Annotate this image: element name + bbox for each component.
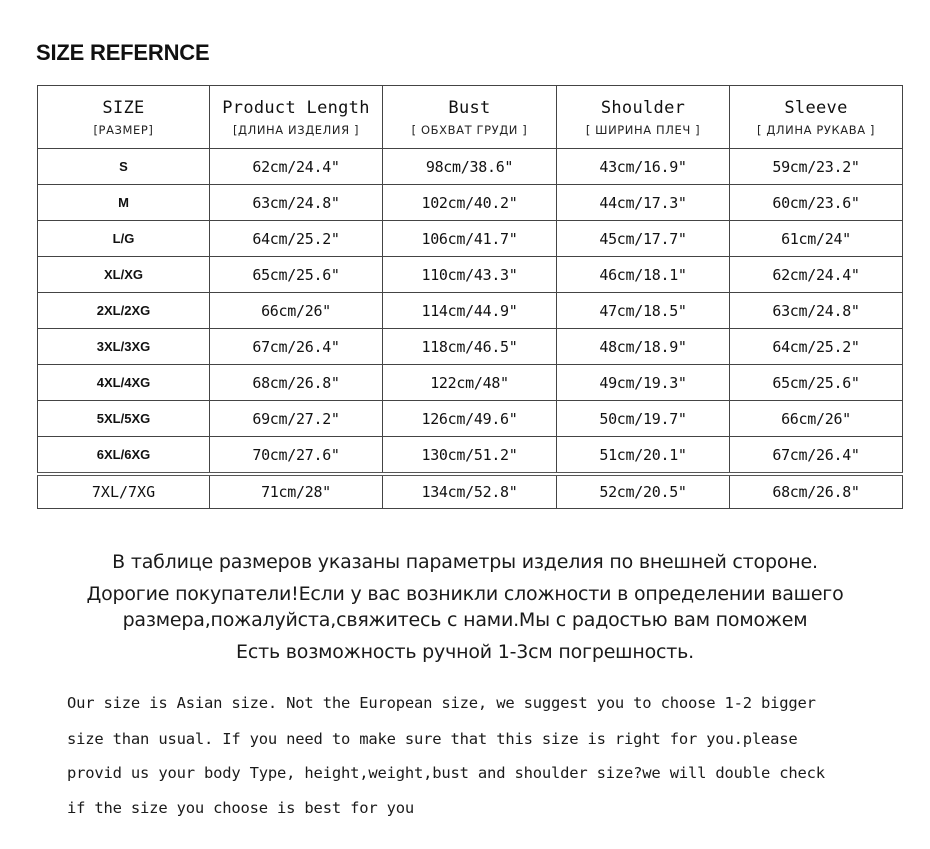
header-bust	[383, 86, 557, 149]
english-note-line: provid us your body Type, height,weight,bust and shoulder size?we will double check	[67, 764, 825, 782]
header-size-sublabel: [РАЗМЕР]	[93, 123, 154, 137]
english-note-line: if the size you choose is best for you	[67, 799, 415, 817]
bust-cell: 110cm/43.3"	[383, 257, 557, 293]
bust-cell: 134cm/52.8"	[383, 474, 557, 509]
sleeve-cell: 65cm/25.6"	[730, 365, 903, 401]
sleeve-cell: 59cm/23.2"	[730, 149, 903, 185]
sleeve-cell: 61cm/24"	[730, 221, 903, 257]
header-shoulder-sublabel: [ ШИРИНА ПЛЕЧ ]	[585, 123, 701, 137]
header-size	[38, 86, 210, 149]
size-cell: XL/XG	[38, 257, 210, 293]
sleeve-cell: 64cm/25.2"	[730, 329, 903, 365]
header-sleeve-sublabel: [ ДЛИНА РУКАВА ]	[756, 123, 876, 137]
shoulder-cell: 46cm/18.1"	[557, 257, 730, 293]
sleeve-cell: 63cm/24.8"	[730, 293, 903, 329]
size-cell: 7XL/7XG	[38, 474, 210, 509]
english-note-line: Our size is Asian size. Not the European size, we suggest you to choose 1-2 bigger	[67, 694, 816, 712]
shoulder-cell: 51cm/20.1"	[557, 437, 730, 475]
length-cell: 67cm/26.4"	[210, 329, 383, 365]
length-cell: 68cm/26.8"	[210, 365, 383, 401]
header-sleeve	[730, 86, 903, 149]
header-size-label: SIZE	[102, 98, 145, 118]
sleeve-cell: 62cm/24.4"	[730, 257, 903, 293]
header-product-length-sublabel: [ДЛИНА ИЗДЕЛИЯ ]	[232, 123, 360, 137]
header-shoulder-label: Shoulder	[600, 98, 686, 118]
header-shoulder	[557, 86, 730, 149]
shoulder-cell: 47cm/18.5"	[557, 293, 730, 329]
table-row	[38, 365, 903, 401]
russian-note-line: Дорогие покупатели!Если у вас возникли сложности в определении вашего	[86, 583, 844, 605]
russian-note-line: размера,пожалуйста,свяжитесь с нами.Мы с радостью вам поможем	[122, 609, 808, 631]
russian-note-line: В таблице размеров указаны параметры изделия по внешней стороне.	[112, 551, 818, 573]
table-header-row	[38, 86, 903, 149]
bust-cell: 106cm/41.7"	[383, 221, 557, 257]
size-cell: 3XL/3XG	[38, 329, 210, 365]
length-cell: 62cm/24.4"	[210, 149, 383, 185]
table-row	[38, 401, 903, 437]
header-bust-sublabel: [ ОБХВАТ ГРУДИ ]	[411, 123, 528, 137]
table-row	[38, 474, 903, 509]
russian-note-line: Есть возможность ручной 1-3см погрешность.	[236, 641, 694, 663]
shoulder-cell: 45cm/17.7"	[557, 221, 730, 257]
shoulder-cell: 52cm/20.5"	[557, 474, 730, 509]
header-product-length	[210, 86, 383, 149]
bust-cell: 114cm/44.9"	[383, 293, 557, 329]
table-row	[38, 257, 903, 293]
size-cell: 4XL/4XG	[38, 365, 210, 401]
length-cell: 63cm/24.8"	[210, 185, 383, 221]
bust-cell: 122cm/48"	[383, 365, 557, 401]
length-cell: 71cm/28"	[210, 474, 383, 509]
sleeve-cell: 68cm/26.8"	[730, 474, 903, 509]
table-row	[38, 437, 903, 475]
size-cell: 6XL/6XG	[38, 437, 210, 475]
header-bust-label: Bust	[448, 98, 491, 118]
shoulder-cell: 48cm/18.9"	[557, 329, 730, 365]
table-row	[38, 221, 903, 257]
length-cell: 66cm/26"	[210, 293, 383, 329]
length-cell: 65cm/25.6"	[210, 257, 383, 293]
length-cell: 69cm/27.2"	[210, 401, 383, 437]
size-cell: 5XL/5XG	[38, 401, 210, 437]
table-row	[38, 149, 903, 185]
size-cell: M	[38, 185, 210, 221]
length-cell: 64cm/25.2"	[210, 221, 383, 257]
table-row	[38, 293, 903, 329]
size-table	[37, 85, 903, 509]
sleeve-cell: 67cm/26.4"	[730, 437, 903, 475]
size-cell: L/G	[38, 221, 210, 257]
bust-cell: 98cm/38.6"	[383, 149, 557, 185]
sleeve-cell: 60cm/23.6"	[730, 185, 903, 221]
shoulder-cell: 50cm/19.7"	[557, 401, 730, 437]
bust-cell: 118cm/46.5"	[383, 329, 557, 365]
bust-cell: 102cm/40.2"	[383, 185, 557, 221]
header-product-length-label: Product Length	[222, 98, 370, 118]
size-cell: S	[38, 149, 210, 185]
page-title: SIZE REFERNCE	[36, 40, 210, 65]
shoulder-cell: 44cm/17.3"	[557, 185, 730, 221]
shoulder-cell: 43cm/16.9"	[557, 149, 730, 185]
length-cell: 70cm/27.6"	[210, 437, 383, 475]
table-row	[38, 185, 903, 221]
shoulder-cell: 49cm/19.3"	[557, 365, 730, 401]
english-note-line: size than usual. If you need to make sure that this size is right for you.please	[67, 730, 798, 748]
bust-cell: 130cm/51.2"	[383, 437, 557, 475]
bust-cell: 126cm/49.6"	[383, 401, 557, 437]
table-row	[38, 329, 903, 365]
sleeve-cell: 66cm/26"	[730, 401, 903, 437]
size-cell: 2XL/2XG	[38, 293, 210, 329]
header-sleeve-label: Sleeve	[784, 98, 848, 118]
